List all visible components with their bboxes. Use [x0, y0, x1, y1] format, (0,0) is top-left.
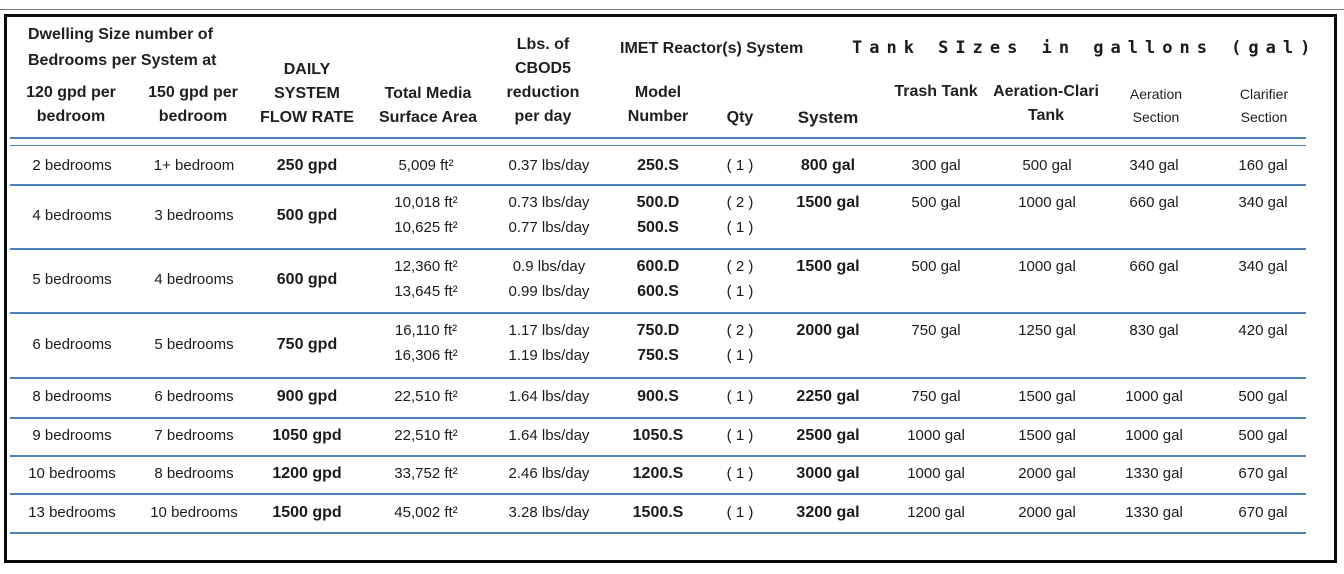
model-number: 500.S	[637, 219, 679, 236]
system-gallons: 2000 gal	[796, 322, 860, 339]
clarifier-section-gallons: 670 gal	[1238, 503, 1288, 521]
model-number: 1050.S	[632, 427, 684, 444]
aeration-section-gallons: 340 gal	[1129, 157, 1179, 174]
col-header-aeration-clari-tank: Aeration-Clari Tank	[993, 83, 1099, 124]
quantity: ( 1 )	[726, 388, 754, 405]
aeration-section-gallons: 1000 gal	[1125, 427, 1183, 444]
col-header-media-area: Total Media Surface Area	[378, 85, 478, 126]
bedrooms-120gpd: 6 bedrooms	[32, 335, 112, 353]
bedrooms-150gpd: 7 bedrooms	[154, 427, 234, 444]
trash-tank-gallons: 300 gal	[911, 157, 961, 174]
media-surface-area: 12,360 ft²	[394, 258, 458, 275]
model-number: 600.S	[637, 283, 679, 300]
col-header-cbod5: Lbs. of CBOD5 reduction per day	[506, 36, 580, 125]
quantity: ( 1 )	[726, 465, 754, 482]
trash-tank-gallons: 500 gal	[911, 194, 961, 211]
model-number: 750.D	[636, 322, 680, 339]
row-divider	[10, 248, 1306, 250]
clarifier-section-gallons: 160 gal	[1238, 157, 1288, 174]
bedrooms-150gpd: 3 bedrooms	[154, 207, 234, 224]
quantity: ( 1 )	[726, 503, 754, 521]
aeration-section-gallons: 830 gal	[1129, 322, 1179, 339]
bedrooms-120gpd: 2 bedrooms	[32, 157, 112, 174]
model-number: 1200.S	[632, 465, 684, 482]
model-number: 1500.S	[632, 503, 684, 521]
bedrooms-120gpd: 4 bedrooms	[32, 207, 112, 224]
system-gallons: 3000 gal	[796, 465, 860, 482]
model-number: 600.D	[636, 258, 680, 275]
bedrooms-120gpd: 5 bedrooms	[32, 271, 112, 288]
system-gallons: 1500 gal	[796, 194, 860, 211]
aeration-clari-tank-gallons: 2000 gal	[1018, 503, 1076, 521]
daily-flow-rate: 1200 gpd	[272, 465, 342, 482]
header-divider	[10, 137, 1306, 139]
quantity: ( 1 )	[726, 347, 754, 364]
cbod5-reduction: 0.9 lbs/day	[512, 258, 586, 275]
system-gallons: 800 gal	[800, 157, 856, 174]
aeration-clari-tank-gallons: 2000 gal	[1018, 465, 1076, 482]
col-header-system: System	[797, 108, 859, 127]
aeration-section-gallons: 660 gal	[1129, 258, 1179, 275]
media-surface-area: 13,645 ft²	[394, 283, 458, 300]
row-divider	[10, 312, 1306, 314]
bedrooms-150gpd: 4 bedrooms	[154, 271, 234, 288]
media-surface-area: 16,110 ft²	[394, 322, 458, 339]
cbod5-reduction: 3.28 lbs/day	[508, 503, 590, 521]
col-header-trash-tank: Trash Tank	[894, 83, 978, 100]
clarifier-section-gallons: 670 gal	[1238, 465, 1288, 482]
aeration-clari-tank-gallons: 1250 gal	[1018, 322, 1076, 339]
cbod5-reduction: 0.73 lbs/day	[508, 194, 590, 211]
imet-reactor-header: IMET Reactor(s) System	[620, 40, 804, 57]
bedrooms-150gpd: 1+ bedroom	[153, 157, 235, 174]
clarifier-section-gallons: 420 gal	[1238, 322, 1288, 339]
daily-flow-rate: 600 gpd	[276, 271, 338, 288]
row-divider	[10, 532, 1306, 534]
quantity: ( 1 )	[726, 157, 754, 174]
model-number: 750.S	[637, 347, 679, 364]
aeration-clari-tank-gallons: 500 gal	[1022, 157, 1072, 174]
trash-tank-gallons: 1000 gal	[907, 465, 965, 482]
bedrooms-120gpd: 13 bedrooms	[28, 503, 116, 521]
daily-flow-rate: 500 gpd	[276, 207, 338, 224]
quantity: ( 2 )	[726, 194, 754, 211]
daily-flow-rate: 250 gpd	[276, 157, 338, 174]
aeration-clari-tank-gallons: 1500 gal	[1018, 427, 1076, 444]
clarifier-section-gallons: 500 gal	[1238, 427, 1288, 444]
bedrooms-150gpd: 8 bedrooms	[154, 465, 234, 482]
quantity: ( 1 )	[726, 219, 754, 236]
cbod5-reduction: 1.64 lbs/day	[508, 427, 590, 444]
col-header-120gpd: 120 gpd per bedroom	[26, 84, 116, 125]
row-divider	[10, 417, 1306, 419]
model-number: 900.S	[637, 388, 679, 405]
trash-tank-gallons: 750 gal	[911, 388, 961, 405]
quantity: ( 2 )	[726, 258, 754, 275]
bedrooms-120gpd: 9 bedrooms	[32, 427, 112, 444]
clarifier-section-gallons: 340 gal	[1238, 258, 1288, 275]
aeration-clari-tank-gallons: 1000 gal	[1018, 194, 1076, 211]
media-surface-area: 10,018 ft²	[394, 194, 458, 211]
bedrooms-150gpd: 5 bedrooms	[154, 335, 234, 353]
quantity: ( 2 )	[726, 322, 754, 339]
aeration-section-gallons: 1330 gal	[1125, 465, 1183, 482]
col-header-150gpd: 150 gpd per bedroom	[148, 84, 238, 125]
clarifier-section-gallons: 500 gal	[1238, 388, 1288, 405]
media-surface-area: 10,625 ft²	[394, 219, 458, 236]
bedrooms-150gpd: 6 bedrooms	[154, 388, 234, 405]
trash-tank-gallons: 500 gal	[911, 258, 961, 275]
media-surface-area: 5,009 ft²	[398, 157, 454, 174]
daily-flow-rate: 750 gpd	[276, 335, 338, 353]
tank-sizes-title: Tank SIzes in gallons (gal)	[852, 38, 1318, 58]
cbod5-reduction: 1.64 lbs/day	[508, 388, 590, 405]
row-divider	[10, 493, 1306, 495]
cbod5-reduction: 0.37 lbs/day	[508, 157, 590, 174]
col-header-model-number: Model Number	[627, 84, 689, 125]
bedrooms-150gpd: 10 bedrooms	[150, 503, 238, 521]
bedrooms-120gpd: 10 bedrooms	[28, 465, 116, 482]
quantity: ( 1 )	[726, 427, 754, 444]
aeration-clari-tank-gallons: 1500 gal	[1018, 388, 1076, 405]
media-surface-area: 33,752 ft²	[394, 465, 458, 482]
row-divider	[10, 455, 1306, 457]
top-divider	[0, 0, 1344, 10]
clarifier-section-gallons: 340 gal	[1238, 194, 1288, 211]
system-gallons: 1500 gal	[796, 258, 860, 275]
media-surface-area: 16,306 ft²	[394, 347, 458, 364]
trash-tank-gallons: 1200 gal	[907, 503, 965, 521]
cbod5-reduction: 1.19 lbs/day	[508, 347, 590, 364]
row-divider	[10, 184, 1306, 186]
dwelling-size-header: Dwelling Size number of Bedrooms per System at	[28, 26, 217, 69]
aeration-section-gallons: 660 gal	[1129, 194, 1179, 211]
row-divider	[10, 377, 1306, 379]
col-header-clarifier-section: Clarifier Section	[1239, 86, 1289, 125]
cbod5-reduction: 0.99 lbs/day	[508, 283, 590, 300]
col-header-qty: Qty	[726, 109, 754, 126]
daily-flow-rate: 1050 gpd	[272, 427, 342, 444]
daily-flow-rate: 1500 gpd	[272, 503, 342, 521]
col-header-daily-flow: DAILY SYSTEM FLOW RATE	[260, 61, 354, 126]
trash-tank-gallons: 1000 gal	[907, 427, 965, 444]
header-divider-secondary	[10, 145, 1306, 146]
aeration-clari-tank-gallons: 1000 gal	[1018, 258, 1076, 275]
bedrooms-120gpd: 8 bedrooms	[32, 388, 112, 405]
cbod5-reduction: 2.46 lbs/day	[508, 465, 590, 482]
system-gallons: 2250 gal	[796, 388, 860, 405]
system-gallons: 2500 gal	[796, 427, 860, 444]
model-number: 250.S	[637, 157, 679, 174]
media-surface-area: 45,002 ft²	[394, 503, 458, 521]
system-gallons: 3200 gal	[796, 503, 860, 521]
quantity: ( 1 )	[726, 283, 754, 300]
aeration-section-gallons: 1000 gal	[1125, 388, 1183, 405]
aeration-section-gallons: 1330 gal	[1125, 503, 1183, 521]
cbod5-reduction: 0.77 lbs/day	[508, 219, 590, 236]
col-header-aeration-section: Aeration Section	[1129, 86, 1183, 125]
daily-flow-rate: 900 gpd	[276, 388, 338, 405]
cbod5-reduction: 1.17 lbs/day	[508, 322, 590, 339]
media-surface-area: 22,510 ft²	[394, 427, 458, 444]
media-surface-area: 22,510 ft²	[394, 388, 458, 405]
model-number: 500.D	[636, 194, 680, 211]
trash-tank-gallons: 750 gal	[911, 322, 961, 339]
